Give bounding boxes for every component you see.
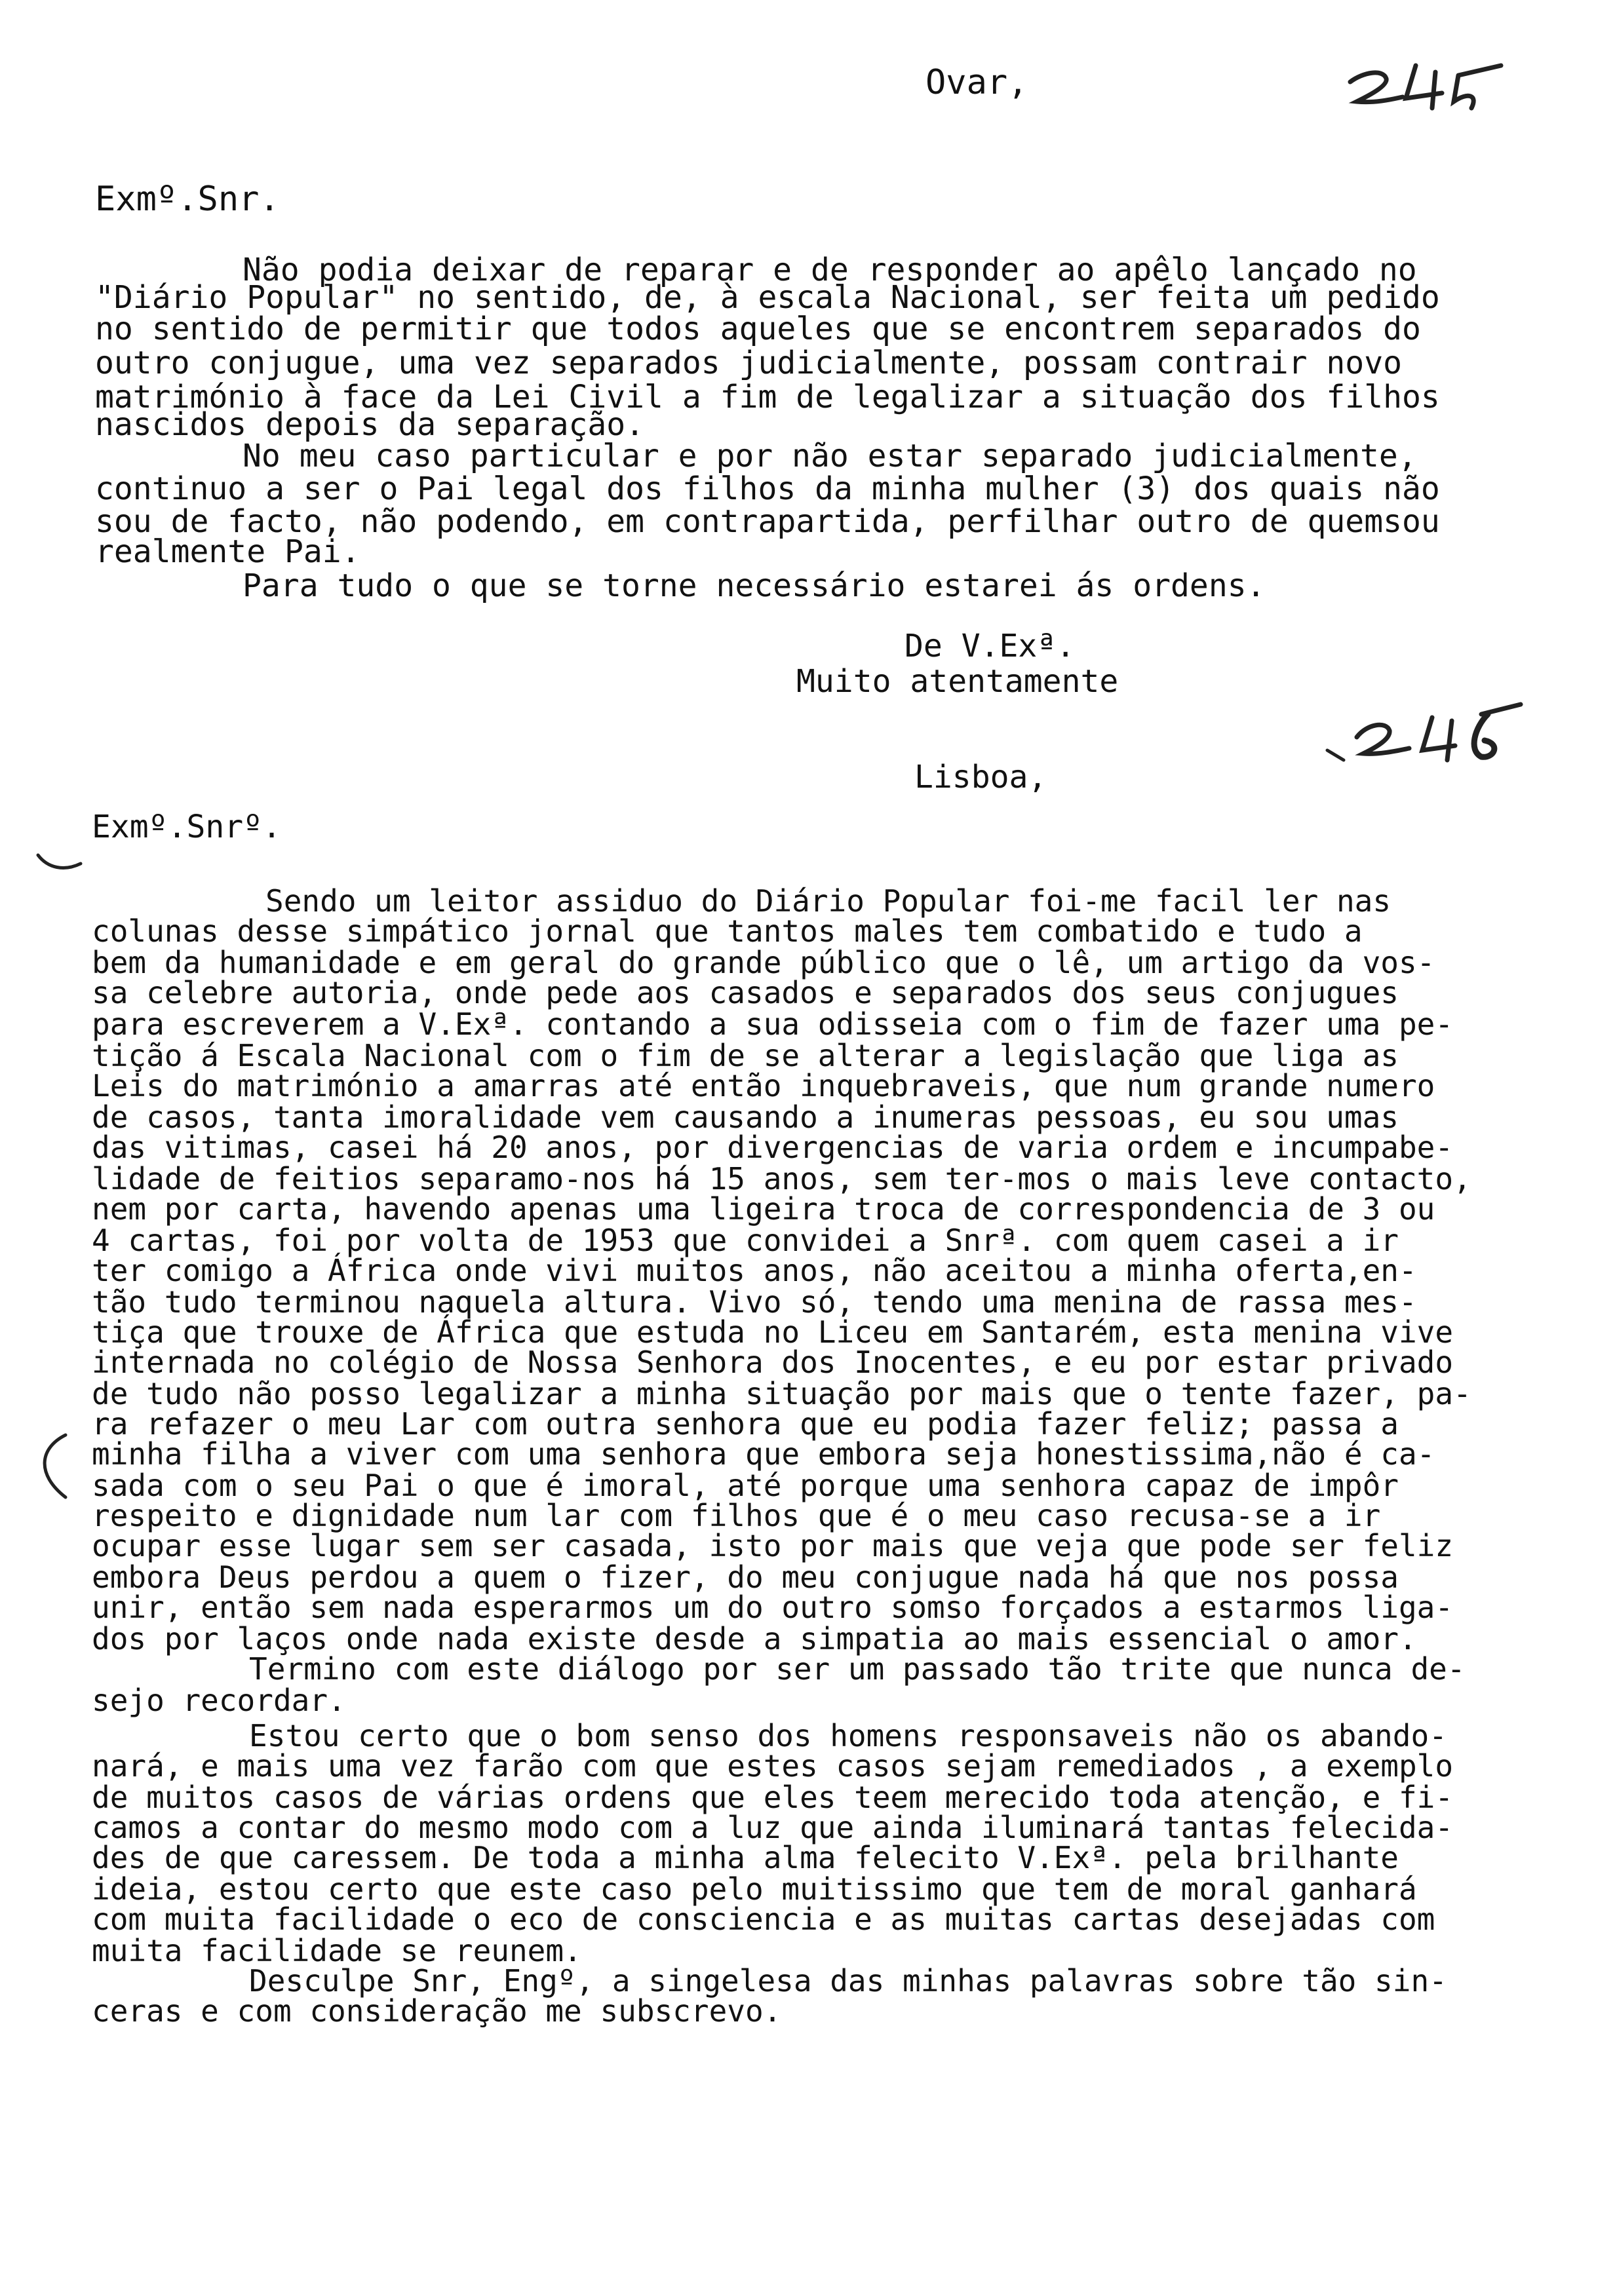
letter2-line: 4 cartas, foi por volta de 1953 que convidei a Snrª. com quem casei a ir — [92, 1223, 1399, 1258]
letter2-line: ideia, estou certo que este caso pelo muitissimo que tem de moral ganhará — [92, 1871, 1417, 1907]
letter1-line: Para tudo o que se torne necessário estarei ás ordens. — [243, 567, 1266, 604]
letter2-line: ceras e com consideração me subscrevo. — [92, 1993, 782, 2029]
letter2-line: de casos, tanta imoralidade vem causando a inumeras pessoas, eu sou umas — [92, 1100, 1399, 1135]
letter2-line: bem da humanidade e em geral do grande público que o lê, um artigo da vos- — [92, 945, 1435, 980]
letter2-line: ra refazer o meu Lar com outra senhora que eu podia fazer feliz; passa a — [92, 1406, 1399, 1442]
letter2-line: lidade de feitios separamo-nos há 15 anos, sem ter-mos o mais leve contacto, — [92, 1161, 1471, 1196]
letter2-place: Lisboa, — [914, 759, 1047, 795]
letter2-line: camos a contar do mesmo modo com a luz que ainda iluminará tantas felecida- — [92, 1810, 1454, 1845]
letter2-line: para escreverem a V.Exª. contando a sua odisseia com o fim de fazer uma pe- — [92, 1006, 1454, 1042]
letter2-line: nará, e mais uma vez farão com que estes casos sejam remediados , a exemplo — [92, 1748, 1454, 1784]
letter2-line: dos por laços onde nada existe desde a simpatia ao mais essencial o amor. — [92, 1621, 1417, 1656]
letter1-closing-2: Muito atentamente — [796, 663, 1119, 700]
letter2-line: Estou certo que o bom senso dos homens responsaveis não os abando- — [249, 1718, 1447, 1753]
letter2-line: nem por carta, havendo apenas uma ligeira troca de correspondencia de 3 ou — [92, 1191, 1435, 1227]
letter1-line: no sentido de permitir que todos aqueles que se encontrem separados do — [95, 311, 1421, 347]
margin-bracket-mark — [26, 1428, 79, 1507]
letter1-line: realmente Pai. — [95, 533, 360, 570]
letter2-line: Termino com este diálogo por ser um passado tão trite que nunca de- — [249, 1651, 1466, 1687]
letter2-line: Leis do matrimónio a amarras até então inquebraveis, que num grande numero — [92, 1068, 1435, 1103]
letter1-line: nascidos depois da separação. — [95, 406, 645, 443]
letter2-line: sejo recordar. — [92, 1683, 346, 1718]
letter1-place: Ovar, — [925, 63, 1028, 102]
letter2-line: respeito e dignidade num lar com filhos que é o meu caso recusa-se a ir — [92, 1498, 1381, 1533]
letter2-line: sada com o seu Pai o que é imoral, até porque uma senhora capaz de impôr — [92, 1468, 1399, 1503]
letter2-line: minha filha a viver com uma senhora que embora seja honestissima,não é ca- — [92, 1436, 1435, 1472]
letter1-line: outro conjugue, uma vez separados judicialmente, possam contrair novo — [95, 345, 1402, 381]
letter1-line: continuo a ser o Pai legal dos filhos da minha mulher (3) dos quais não — [95, 470, 1440, 507]
letter2-line: Desculpe Snr, Engº, a singelesa das minhas palavras sobre tão sin- — [249, 1963, 1447, 1999]
letter2-line: unir, então sem nada esperarmos um do outro somso forçados a estarmos liga- — [92, 1590, 1454, 1625]
letter2-line: tição á Escala Nacional com o fim de se alterar a legislação que liga as — [92, 1038, 1399, 1073]
margin-check-mark — [31, 845, 90, 885]
letter2-line: de tudo não posso legalizar a minha situação por mais que o tente fazer, pa- — [92, 1376, 1471, 1411]
letter1-page-number-handwritten — [1337, 46, 1521, 118]
letter2-salutation: Exmº.Snrº. — [92, 809, 281, 845]
letter2-line: ocupar esse lugar sem ser casada, isto por mais que veja que pode ser feliz — [92, 1528, 1454, 1563]
letter2-page-number-handwritten — [1317, 688, 1527, 773]
letter1-line: sou de facto, não podendo, em contrapartida, perfilhar outro de quemsou — [95, 503, 1440, 540]
letter2-line: colunas desse simpático jornal que tantos males tem combatido e tudo a — [92, 913, 1363, 949]
letter2-line: des de que caressem. De toda a minha alma felecito V.Exª. pela brilhante — [92, 1840, 1399, 1875]
letter2-line: das vitimas, casei há 20 anos, por divergencias de varia ordem e incumpabe- — [92, 1130, 1454, 1165]
letter1-line: Não podia deixar de reparar e de responder ao apêlo lançado no — [243, 252, 1417, 288]
letter2-line: tiça que trouxe de África que estuda no Liceu em Santarém, esta menina vive — [92, 1314, 1454, 1350]
letter1-line: No meu caso particular e por não estar separado judicialmente, — [243, 438, 1417, 474]
letter2-line: sa celebre autoria, onde pede aos casados e separados dos seus conjugues — [92, 975, 1399, 1010]
letter2-line: Sendo um leitor assiduo do Diário Popular foi-me facil ler nas — [265, 883, 1391, 919]
letter2-line: com muita facilidade o eco de consciencia e as muitas cartas desejadas com — [92, 1902, 1435, 1937]
letter1-line: "Diário Popular" no sentido, de, à escala Nacional, ser feita um pedido — [95, 279, 1440, 316]
letter2-line: tão tudo terminou naquela altura. Vivo só, tendo uma menina de rassa mes- — [92, 1284, 1417, 1320]
letter2-line: internada no colégio de Nossa Senhora dos Inocentes, e eu por estar privado — [92, 1345, 1454, 1380]
letter2-line: muita facilidade se reunem. — [92, 1933, 582, 1968]
letter1-salutation: Exmº.Snr. — [95, 180, 280, 219]
letter2-line: embora Deus perdou a quem o fizer, do meu conjugue nada há que nos possa — [92, 1559, 1399, 1595]
letter2-line: ter comigo a África onde vivi muitos anos, não aceitou a minha oferta,en- — [92, 1253, 1417, 1288]
letter1-closing-1: De V.Exª. — [905, 628, 1076, 664]
letter2-line: de muitos casos de várias ordens que eles teem merecido toda atenção, e fi- — [92, 1780, 1454, 1815]
letter1-line: matrimónio à face da Lei Civil a fim de legalizar a situação dos filhos — [95, 379, 1440, 415]
